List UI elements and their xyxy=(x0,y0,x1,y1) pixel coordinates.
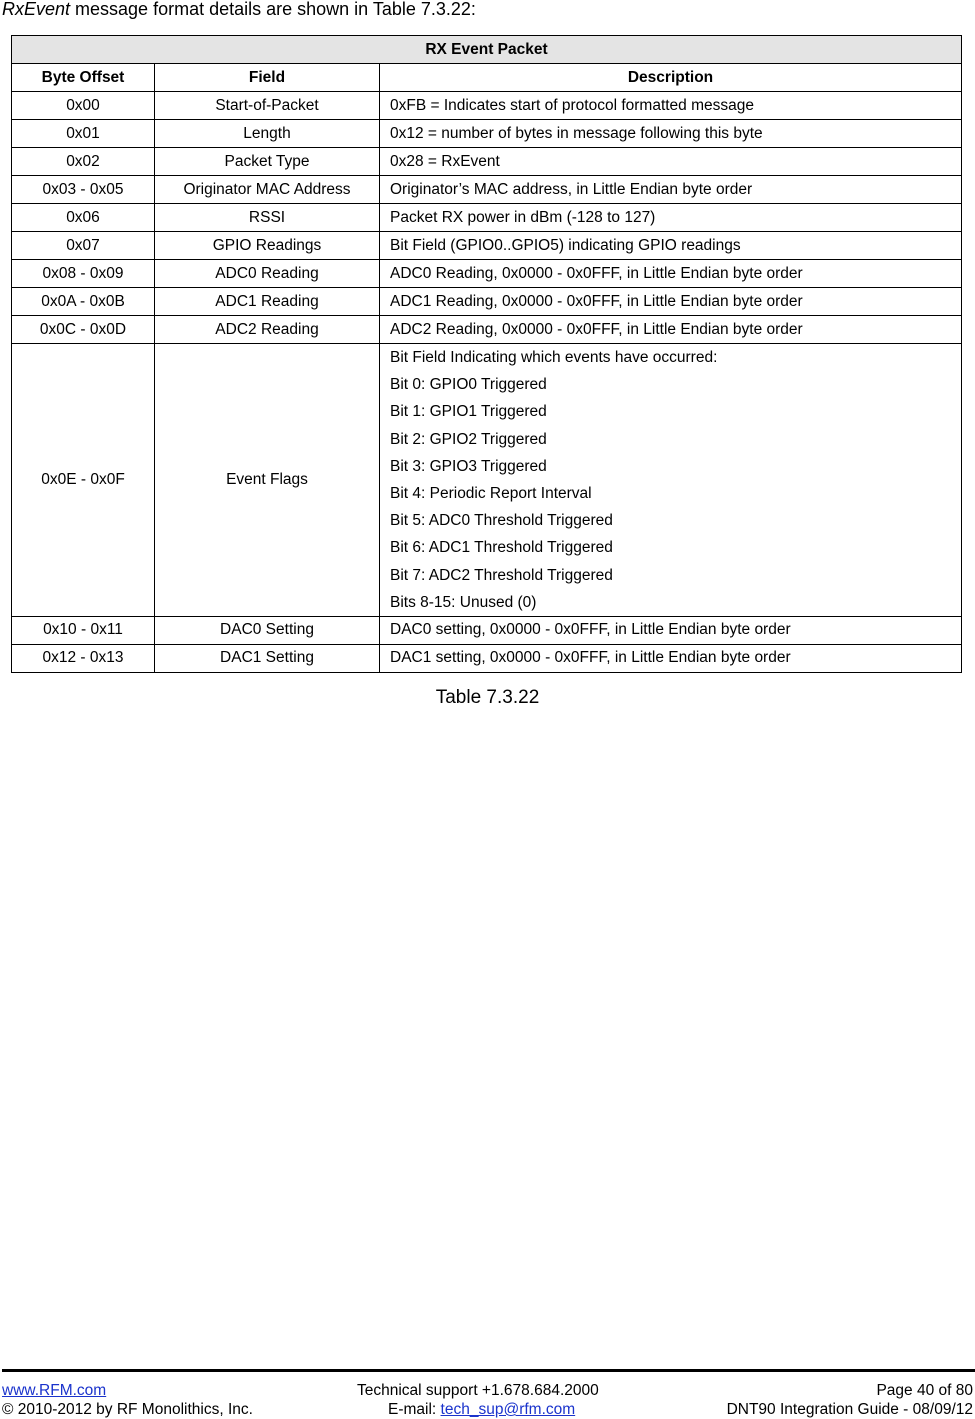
cell-field: Packet Type xyxy=(155,148,380,176)
table-row xyxy=(12,148,962,176)
table-row xyxy=(12,260,962,288)
email-label: E-mail: xyxy=(388,1401,437,1418)
table-row xyxy=(12,92,962,120)
footer-divider xyxy=(2,1369,975,1372)
cell-field: ADC1 Reading xyxy=(155,288,380,316)
flag-line: Bit 3: GPIO3 Triggered xyxy=(390,457,547,475)
cell-description: ADC1 Reading, 0x0000 - 0x0FFF, in Little Endian byte order xyxy=(380,288,962,316)
cell-field: ADC0 Reading xyxy=(155,260,380,288)
rx-event-packet-table xyxy=(11,35,962,673)
cell-offset: 0x08 - 0x09 xyxy=(12,260,155,288)
intro-emphasis: RxEvent xyxy=(2,0,71,19)
cell-field: Start-of-Packet xyxy=(155,92,380,120)
cell-description: ADC2 Reading, 0x0000 - 0x0FFF, in Little Endian byte order xyxy=(380,316,962,344)
cell-description: Bit Field (GPIO0..GPIO5) indicating GPIO readings xyxy=(380,232,962,260)
cell-description: DAC1 setting, 0x0000 - 0x0FFF, in Little Endian byte order xyxy=(380,644,962,672)
cell-field: RSSI xyxy=(155,204,380,232)
copyright-text: © 2010-2012 by RF Monolithics, Inc. xyxy=(2,1401,253,1418)
flag-line: Bit Field Indicating which events have occurred: xyxy=(390,349,718,366)
cell-offset: 0x12 - 0x13 xyxy=(12,644,155,672)
cell-description: 0xFB = Indicates start of protocol formatted message xyxy=(380,92,962,120)
flag-line: Bit 1: GPIO1 Triggered xyxy=(390,403,547,421)
cell-offset: 0x0A - 0x0B xyxy=(12,288,155,316)
cell-description: 0x12 = number of bytes in message following this byte xyxy=(380,120,962,148)
flag-line: Bit 4: Periodic Report Interval xyxy=(390,484,592,502)
cell-field: ADC2 Reading xyxy=(155,316,380,344)
cell-offset: 0x03 - 0x05 xyxy=(12,176,155,204)
header-description: Description xyxy=(380,64,962,92)
cell-offset: 0x10 - 0x11 xyxy=(12,616,155,644)
cell-offset: 0x00 xyxy=(12,92,155,120)
cell-description: 0x28 = RxEvent xyxy=(380,148,962,176)
email-link[interactable]: tech_sup@rfm.com xyxy=(440,1401,576,1418)
cell-field: DAC0 Setting xyxy=(155,616,380,644)
table-row xyxy=(12,232,962,260)
cell-offset: 0x02 xyxy=(12,148,155,176)
cell-description: Originator’s MAC address, in Little Endian byte order xyxy=(380,176,962,204)
cell-offset: 0x07 xyxy=(12,232,155,260)
cell-offset: 0x06 xyxy=(12,204,155,232)
flag-line: Bit 6: ADC1 Threshold Triggered xyxy=(390,539,613,557)
table-title: RX Event Packet xyxy=(12,36,962,64)
table-row xyxy=(12,616,962,644)
table-row xyxy=(12,176,962,204)
table-row xyxy=(12,288,962,316)
flag-line: Bit 2: GPIO2 Triggered xyxy=(390,430,547,448)
cell-offset: 0x0C - 0x0D xyxy=(12,316,155,344)
cell-offset: 0x01 xyxy=(12,120,155,148)
cell-description: DAC0 setting, 0x0000 - 0x0FFF, in Little Endian byte order xyxy=(380,616,962,644)
header-byte-offset: Byte Offset xyxy=(12,64,155,92)
cell-offset: 0x0E - 0x0F xyxy=(12,344,155,617)
cell-field: Length xyxy=(155,120,380,148)
page-number: Page 40 of 80 xyxy=(876,1382,973,1399)
cell-field: GPIO Readings xyxy=(155,232,380,260)
website-link[interactable]: www.RFM.com xyxy=(2,1382,107,1399)
flag-line: Bit 5: ADC0 Threshold Triggered xyxy=(390,512,613,530)
cell-description: ADC0 Reading, 0x0000 - 0x0FFF, in Little Endian byte order xyxy=(380,260,962,288)
cell-field: DAC1 Setting xyxy=(155,644,380,672)
table-caption: Table 7.3.22 xyxy=(435,687,540,708)
header-field: Field xyxy=(155,64,380,92)
flag-line: Bit 7: ADC2 Threshold Triggered xyxy=(390,566,613,584)
flag-line: Bit 0: GPIO0 Triggered xyxy=(390,376,547,394)
intro-text: message format details are shown in Table 7.3.22: xyxy=(70,0,476,19)
table-row-event-flags xyxy=(12,344,962,617)
cell-description: Packet RX power in dBm (-128 to 127) xyxy=(380,204,962,232)
cell-field: Event Flags xyxy=(155,344,380,617)
cell-field: Originator MAC Address xyxy=(155,176,380,204)
intro-sentence xyxy=(2,0,476,21)
guide-title-date: DNT90 Integration Guide - 08/09/12 xyxy=(726,1401,973,1418)
table-row xyxy=(12,120,962,148)
table-row xyxy=(12,644,962,672)
table-row xyxy=(12,204,962,232)
flag-line: Bits 8-15: Unused (0) xyxy=(390,593,537,611)
cell-description-bit-list xyxy=(380,344,962,617)
table-row xyxy=(12,316,962,344)
support-phone: Technical support +1.678.684.2000 xyxy=(357,1382,599,1399)
